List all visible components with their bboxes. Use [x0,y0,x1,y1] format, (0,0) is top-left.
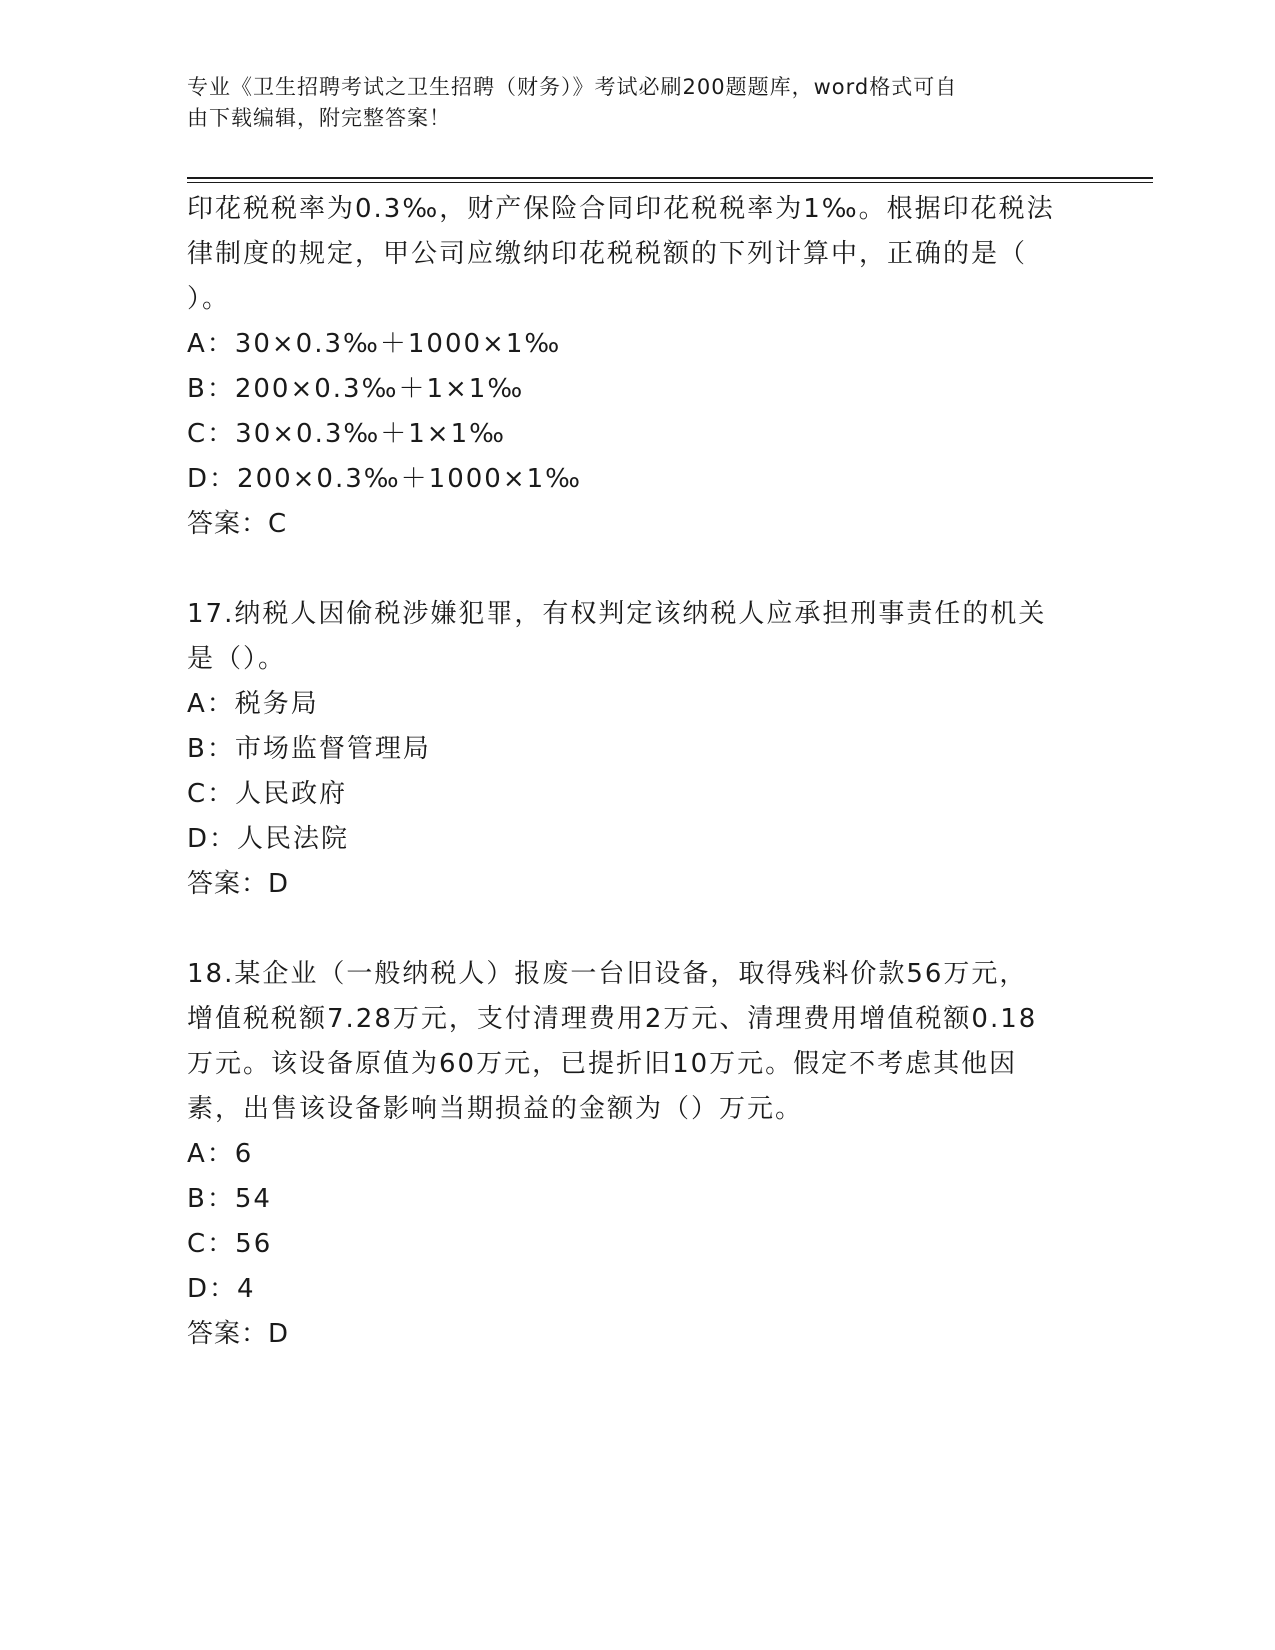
answer-line: 答案：D [187,1319,290,1349]
option-b: B：市场监督管理局 [187,734,431,764]
option-b: B：200×0.3‰＋1×1‰ [187,374,525,404]
question-16-tail [187,187,1087,547]
option-d: D：4 [187,1274,256,1304]
question-text-line: 万元。该设备原值为60万元，已提折旧10万元。假定不考虑其他因 [187,1049,1018,1079]
question-17 [187,592,1087,907]
answer-line: 答案：C [187,509,288,539]
question-text-line: 律制度的规定，甲公司应缴纳印花税税额的下列计算中，正确的是（ [187,239,1028,269]
question-text-line: 印花税税率为0.3‰，财产保险合同印花税税率为1‰。根据印花税法 [187,194,1055,224]
option-c: C：30×0.3‰＋1×1‰ [187,419,507,449]
option-b: B：54 [187,1184,272,1214]
spacer [187,907,1087,952]
header-line: 由下载编辑，附完整答案！ [187,106,451,130]
question-text-line: 增值税税额7.28万元，支付清理费用2万元、清理费用增值税额0.18 [187,1004,1038,1034]
question-list [187,187,1087,1357]
question-text-line: 18.某企业（一般纳税人）报废一台旧设备，取得残料价款56万元， [187,959,1028,989]
option-a: A：30×0.3‰＋1000×1‰ [187,329,562,359]
option-c: C：人民政府 [187,779,348,809]
question-text-line: 是（）。 [187,644,287,674]
option-a: A：税务局 [187,689,319,719]
question-text-line: 17.纳税人因偷税涉嫌犯罪，有权判定该纳税人应承担刑事责任的机关 [187,599,1047,629]
option-a: A：6 [187,1139,254,1169]
header-divider [187,177,1153,179]
question-text-line: 素，出售该设备影响当期损益的金额为（）万元。 [187,1094,804,1124]
header-line: 专业《卫生招聘考试之卫生招聘（财务）》考试必刷200题题库，word格式可自 [187,75,958,99]
spacer [187,547,1087,592]
question-text-line: ）。 [187,284,231,314]
option-c: C：56 [187,1229,273,1259]
header-divider-thin [187,182,1153,183]
option-d: D：人民法院 [187,824,350,854]
document-header [187,72,1067,134]
answer-line: 答案：D [187,869,290,899]
option-d: D：200×0.3‰＋1000×1‰ [187,464,583,494]
question-18 [187,952,1087,1357]
